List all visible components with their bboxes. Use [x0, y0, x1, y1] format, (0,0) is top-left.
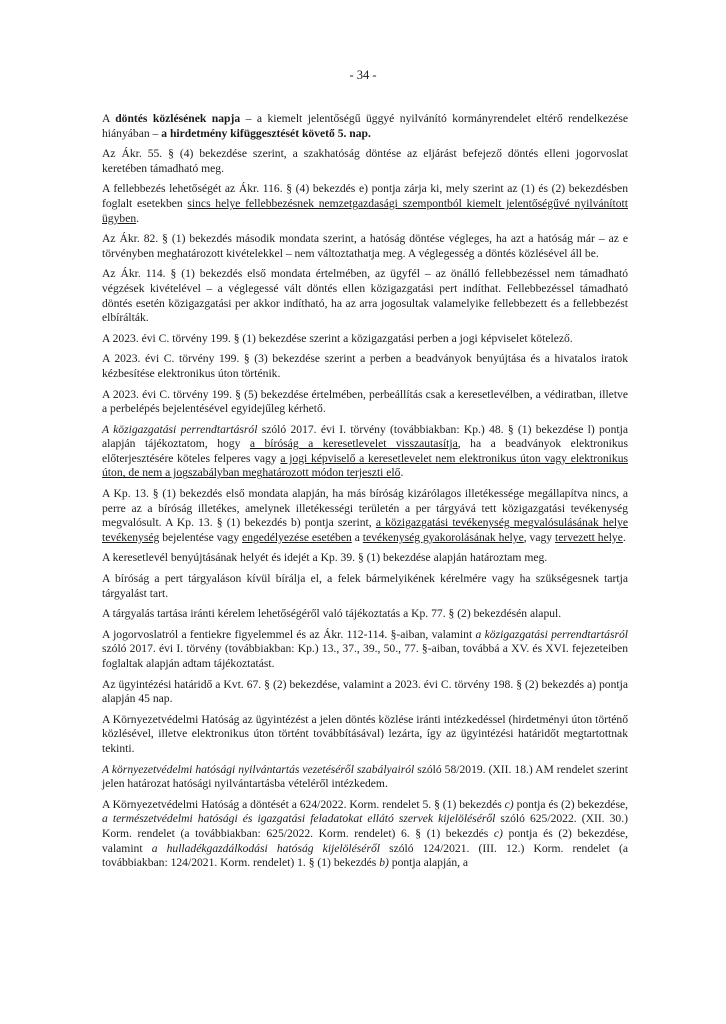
paragraph-registry: A környezetvédelmi hatósági nyilvántartás vezetéséről szabályairól szóló 58/2019. (XII. 18.) AM rendelet szerint jelen határozat hatósági nyilvántartásba vételéről intézkedem.	[102, 762, 628, 791]
paragraph-hearing: A bíróság a pert tárgyaláson kívül bírálja el, a felek bármelyikének kérelmére vagy ha szükségesnek tartja tárgyalást tart.	[102, 572, 628, 600]
paragraph-deadline: Az ügyintézési határidő a Kvt. 67. § (2) bekezdése, valamint a 2023. évi C. törvény 198. § (2) bekezdés a) pontja alapján 45 nap.	[102, 677, 628, 706]
paragraph-legal-representation: A 2023. évi C. törvény 199. § (1) bekezdése szerint a közigazgatási perben a jogi képviselet kötelező.	[102, 331, 573, 345]
paragraph-remedy-info: A jogorvoslatról a fentiekre figyelemmel és az Ákr. 112-114. §-aiban, valamint a közigazgatási perrendtartásról szóló 2017. évi I. törvény (továbbiakban: Kp.) 13., 37., 39., 50., 77. §-aiban, továbbá a XV. és XVI. fejezeteiben foglaltak alapján adtam tájékoztatást.	[102, 627, 628, 670]
paragraph-publication-date: A döntés közlésének napja – a kiemelt jelentőségű üggyé nyilvánító kormányrendelet eltérő rendelkezése hiányában – a hirdetmény kifüggesztését követő 5. nap.	[102, 112, 628, 140]
paragraph-kp-48: A közigazgatási perrendtartásról szóló 2017. évi I. törvény (továbbiakban: Kp.) 48. § (1) bekezdése l) pontja alapján tájékoztatom, hogy a bíróság a keresetlevelet visszautasítja, ha a beadványok elektronikus előterjesztésére köteles felperes vagy a jogi képviselő a keresetlevelet nem elektronikus úton vagy elektronikus úton, de nem a jogszabályban meghatározott módon terjeszti elő.	[102, 422, 629, 480]
paragraph-joinder: A 2023. évi C. törvény 199. § (5) bekezdése értelmében, perbeállítás csak a keresetlevélben, a védiratban, illetve a perbelépés bejelentésével egyidejűleg kérhető.	[102, 387, 628, 416]
paragraph-electronic-submission: A 2023. évi C. törvény 199. § (3) bekezdése szerint a perben a beadványok benyújtása és a hivatalos iratok kézbesítése elektronikus úton történik.	[102, 352, 628, 380]
paragraph-akr-116: A fellebbezés lehetőségét az Ákr. 116. § (4) bekezdés e) pontja zárja ki, mely szerint az (1) és (2) bekezdésben foglalt esetekben sincs helye fellebbezésnek nemzetgazdasági szempontból kiemelt jelentőségűvé nyilvánított ügyben.	[102, 182, 628, 225]
paragraph-akr-82: Az Ákr. 82. § (1) bekezdés második mondata szerint, a hatóság döntése végleges, ha azt a hatóság már – az e törvényben meghatározott kivételekkel – nem változtathatja meg. A véglegesség a döntés közlésével áll be.	[102, 232, 628, 260]
paragraph-kp-13: A Kp. 13. § (1) bekezdés első mondata alapján, ha más bíróság kizárólagos illetékessége megállapítva nincs, a perre az a bíróság illetékes, amelynek illetékességi területén a per tárgyává tett közigazgatási tevékenység megvalósult. A Kp. 13. § (1) bekezdés b) pontja szerint, a közigazgatási tevékenység megvalósulásának helye tevékenység bejelentése vagy engedélyezése esetében a tevékenység gyakorolásának helye, vagy tervezett helye.	[102, 487, 629, 544]
paragraph-akr-114: Az Ákr. 114. § (1) bekezdés első mondata értelmében, az ügyfél – az önálló fellebbezéssel nem támadható végzések kivételével – a véglegessé vált döntés ellen közigazgatási pert indíthat. Fellebbezéssel támadható döntés esetén közigazgatási per akkor indítható, ha az arra jogosultak valamelyike fellebbezett és a fellebbezést elbírálták.	[102, 267, 628, 325]
paragraph-kp-77: A tárgyalás tartása iránti kérelem lehetőségéről való tájékoztatás a Kp. 77. § (2) bekezdésén alapul.	[102, 607, 562, 621]
paragraph-competence: A Környezetvédelmi Hatóság a döntését a 624/2022. Korm. rendelet 5. § (1) bekezdés c) pontja és (2) bekezdése, a természetvédelmi hatósági és igazgatási feladatokat ellátó szervek kijelöléséről szóló 625/2022. (XII. 30.) Korm. rendelet (a továbbiakban: 625/2022. Korm. rendelet) 6. § (1) bekezdés c) pontja és (2) bekezdése, valamint a hulladékgazdálkodási hatóság kijelöléséről szóló 124/2021. (III. 12.) Korm. rendelet (a továbbiakban: 124/2021. Korm. rendelet) 1. § (1) bekezdés b) pontja alapján, a	[102, 797, 629, 870]
paragraph-closure: A Környezetvédelmi Hatóság az ügyintézést a jelen döntés közlése iránti intézkedéssel (hirdetményi úton történő közlésével, illetve elektronikus úton történt továbbításával) lezárta, így az ügyintézési határidőt megtartottnak tekinti.	[102, 712, 628, 755]
page-number: - 34 -	[349, 68, 377, 82]
paragraph-akr-55: Az Ákr. 55. § (4) bekezdése szerint, a szakhatóság döntése az eljárást befejező döntés elleni jogorvoslat keretében támadható meg.	[102, 147, 628, 175]
paragraph-kp-39: A keresetlevél benyújtásának helyét és idejét a Kp. 39. § (1) bekezdése alapján határoztam meg.	[102, 551, 548, 565]
document-body	[102, 112, 628, 877]
